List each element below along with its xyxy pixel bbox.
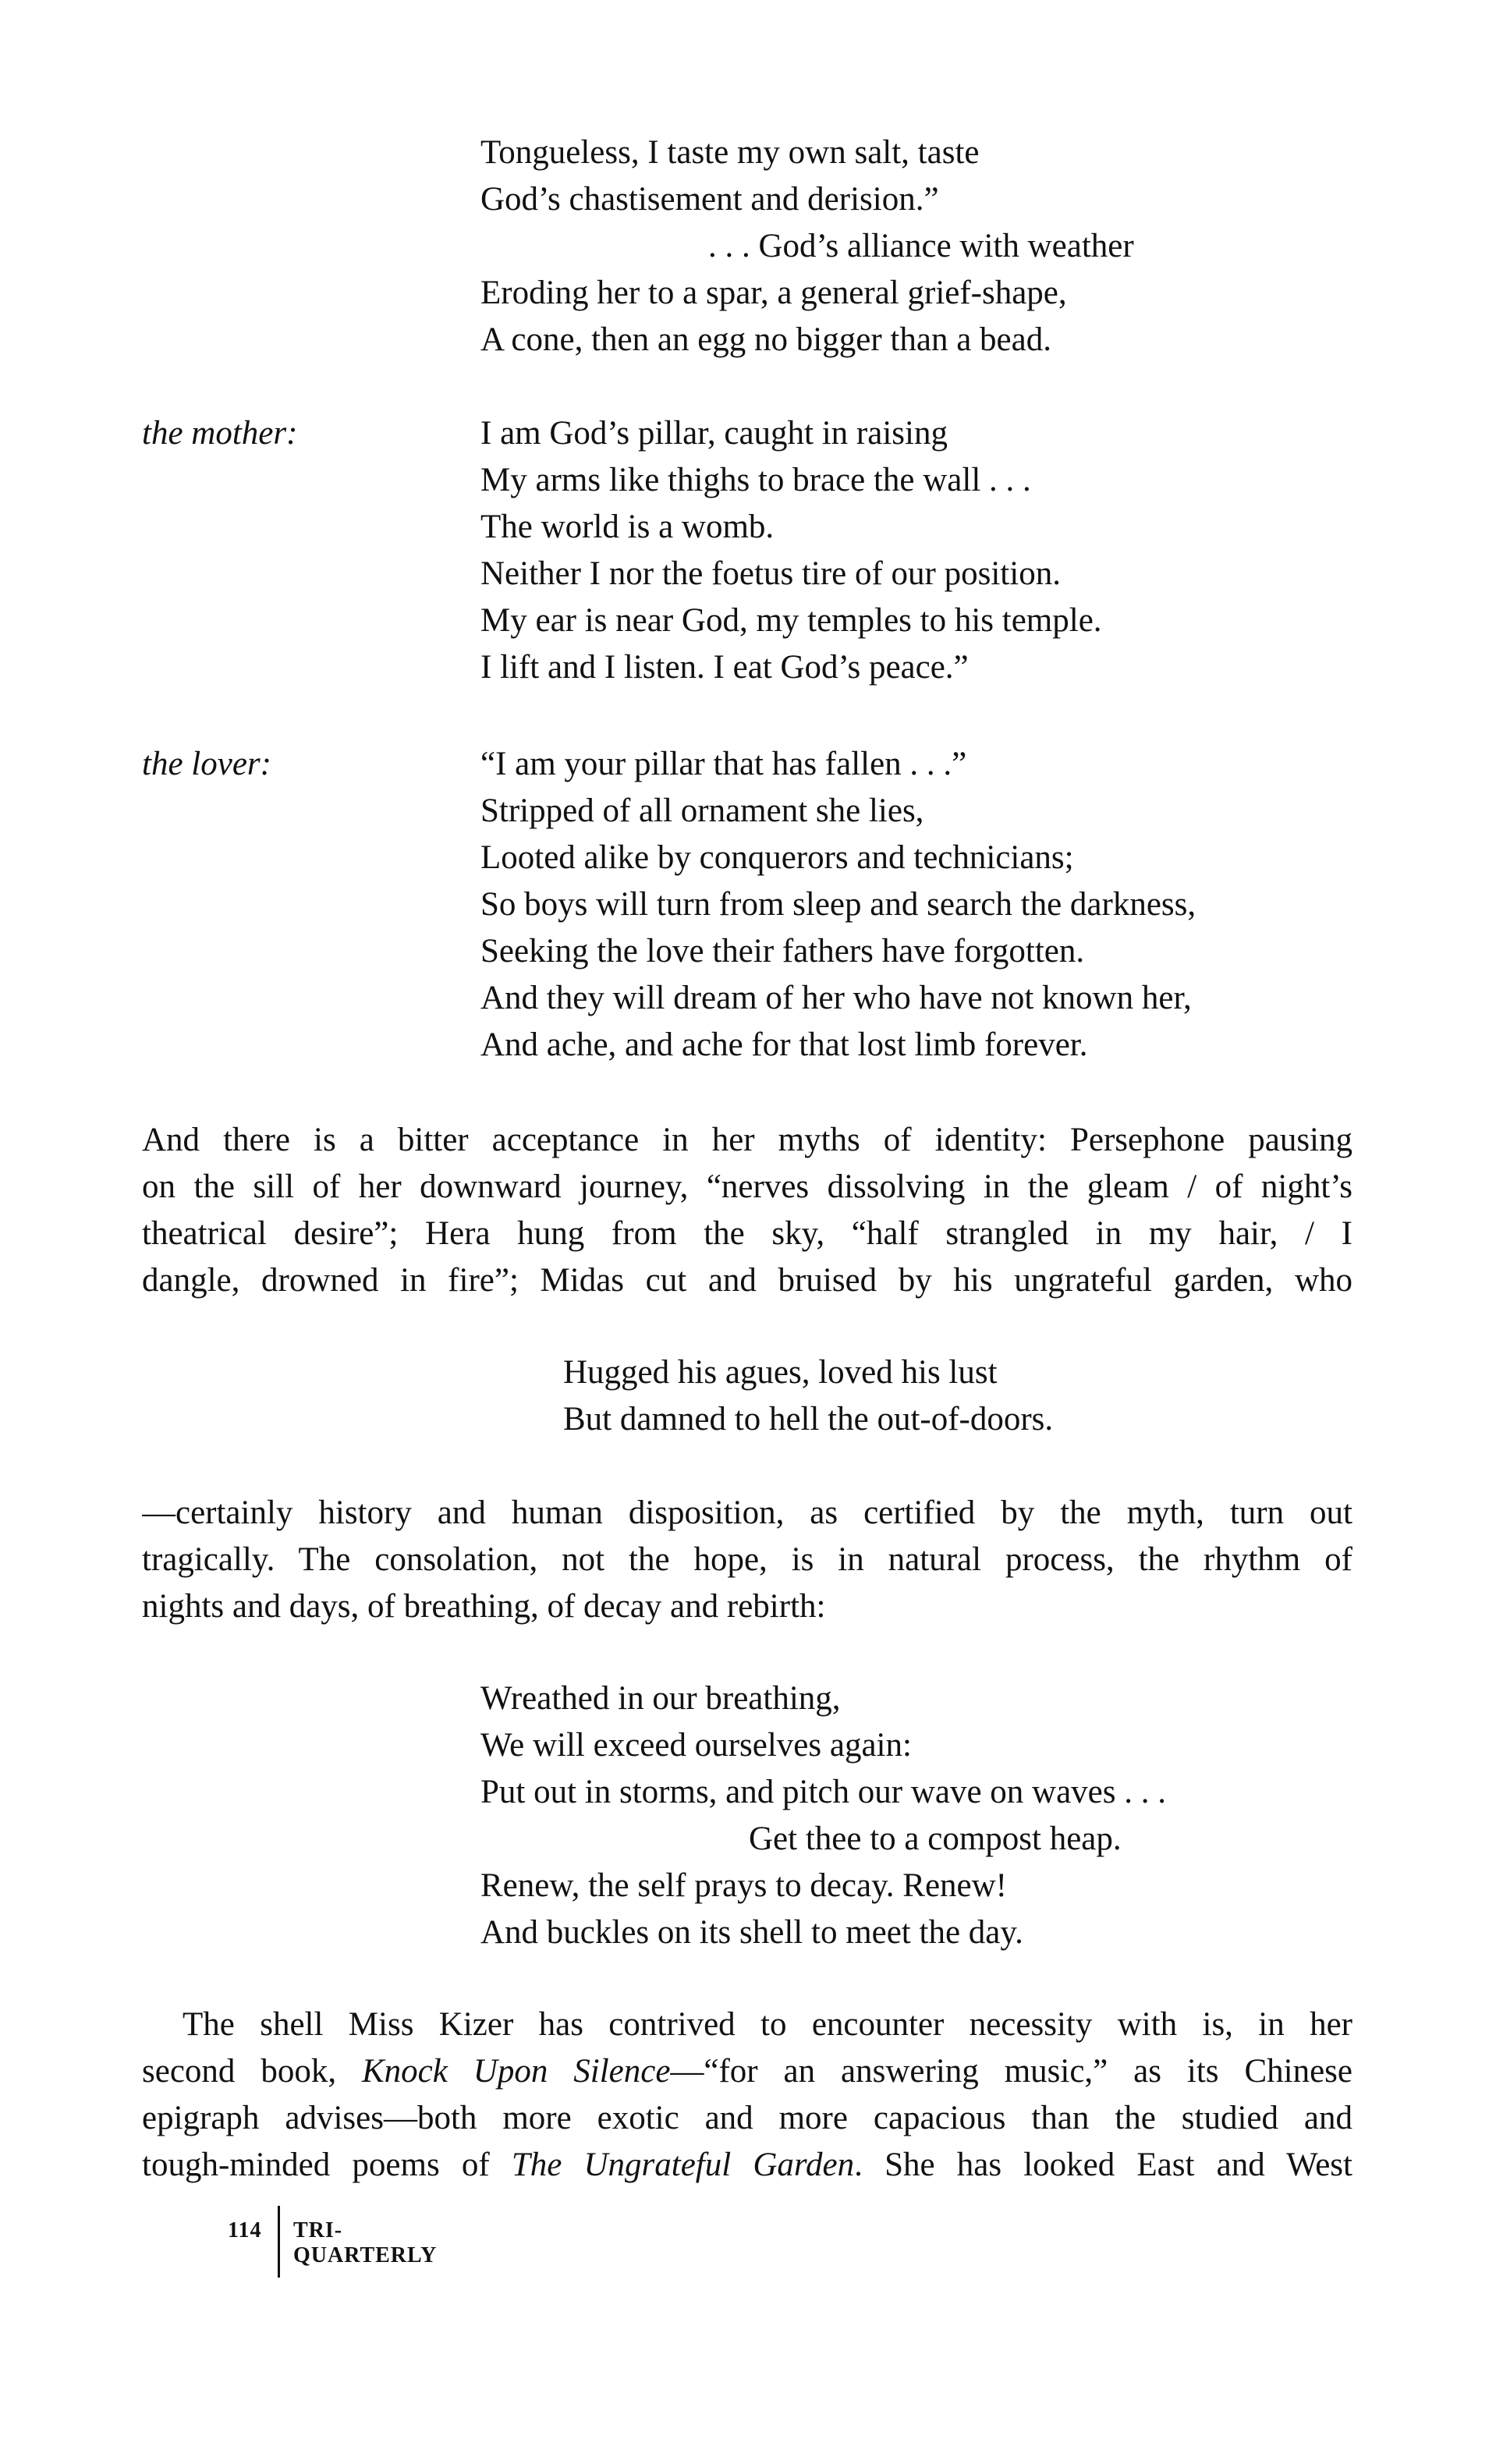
prose-line — [142, 2142, 1352, 2189]
prose-line: theatrical desire”; Hera hung from the sky, “half strangled in my hair, / I — [142, 1215, 1352, 1252]
poem-line: I lift and I listen. I eat God’s peace.” — [480, 649, 969, 686]
poem-line: So boys will turn from sleep and search the darkness, — [480, 886, 1196, 923]
poem-line: The world is a womb. — [480, 509, 775, 545]
prose-text: tough-minded poems of — [142, 2147, 512, 2183]
speaker-label-lover: the lover: — [142, 746, 271, 782]
poem-line: My ear is near God, my temples to his temple. — [480, 602, 1102, 639]
speaker-label-mother: the mother: — [142, 415, 298, 452]
prose-line: epigraph advises—both more exotic and more capacious than the studied and — [142, 2100, 1352, 2136]
prose-text: . She has looked East and West — [854, 2147, 1352, 2183]
poem-line: Seeking the love their fathers have forgotten. — [480, 933, 1085, 970]
prose-line — [142, 2048, 1352, 2095]
prose-line: The shell Miss Kizer has contrived to encounter necessity with is, in her — [183, 2006, 1352, 2043]
prose-paragraph — [142, 1117, 1352, 1304]
poem-line: And they will dream of her who have not known her, — [480, 980, 1192, 1016]
prose-line: tragically. The consolation, not the hope, is in natural process, the rhythm of — [142, 1541, 1352, 1578]
prose-line: dangle, drowned in fire”; Midas cut and bruised by his ungrateful garden, who — [142, 1262, 1352, 1299]
prose-line: And there is a bitter acceptance in her myths of identity: Persephone pausing — [142, 1122, 1352, 1158]
poem-line: Neither I nor the foetus tire of our position. — [480, 555, 1061, 592]
prose-text: —“for an answering music,” as its Chinese — [670, 2053, 1352, 2090]
quoted-verse-line: Wreathed in our breathing, — [480, 1680, 841, 1717]
poem-line: . . . God’s alliance with weather — [708, 228, 1134, 264]
poem-line: Tongueless, I taste my own salt, taste — [480, 134, 980, 171]
poem-line: And ache, and ache for that lost limb forever. — [480, 1026, 1088, 1063]
book-title: Knock Upon Silence — [362, 2053, 671, 2090]
prose-line: nights and days, of breathing, of decay and rebirth: — [142, 1588, 826, 1625]
quoted-verse-line: Get thee to a compost heap. — [749, 1821, 1122, 1857]
quoted-verse-line: Hugged his agues, loved his lust — [563, 1354, 998, 1391]
footer-divider — [278, 2206, 280, 2278]
prose-paragraph — [142, 1490, 1352, 1630]
quoted-verse-line: Put out in storms, and pitch our wave on waves . . . — [480, 1774, 1167, 1810]
quoted-verse-line: We will exceed ourselves again: — [480, 1727, 912, 1764]
poem-line: “I am your pillar that has fallen . . .” — [480, 746, 967, 782]
poem-line: Stripped of all ornament she lies, — [480, 792, 924, 829]
poem-line: God’s chastisement and derision.” — [480, 181, 939, 218]
quoted-verse-line: Renew, the self prays to decay. Renew! — [480, 1867, 1008, 1904]
poem-line: A cone, then an egg no bigger than a bead. — [480, 321, 1051, 358]
prose-text: second book, — [142, 2053, 362, 2090]
poem-line: Looted alike by conquerors and technicians; — [480, 839, 1074, 876]
prose-line: on the sill of her downward journey, “nerves dissolving in the gleam / of night’s — [142, 1168, 1352, 1205]
book-title: The Ungrateful Garden — [511, 2147, 855, 2183]
page-number: 114 — [228, 2218, 262, 2242]
poem-line: I am God’s pillar, caught in raising — [480, 415, 948, 452]
quoted-verse-line: But damned to hell the out-of-doors. — [563, 1401, 1054, 1438]
journal-name: TRI-QUARTERLY — [293, 2218, 438, 2267]
poem-line: Eroding her to a spar, a general grief-shape, — [480, 275, 1067, 311]
poem-line: My arms like thighs to brace the wall . . . — [480, 462, 1031, 498]
prose-line: —certainly history and human disposition, as certified by the myth, turn out — [142, 1494, 1352, 1531]
quoted-verse-line: And buckles on its shell to meet the day. — [480, 1914, 1023, 1951]
prose-paragraph — [142, 2001, 1352, 2189]
